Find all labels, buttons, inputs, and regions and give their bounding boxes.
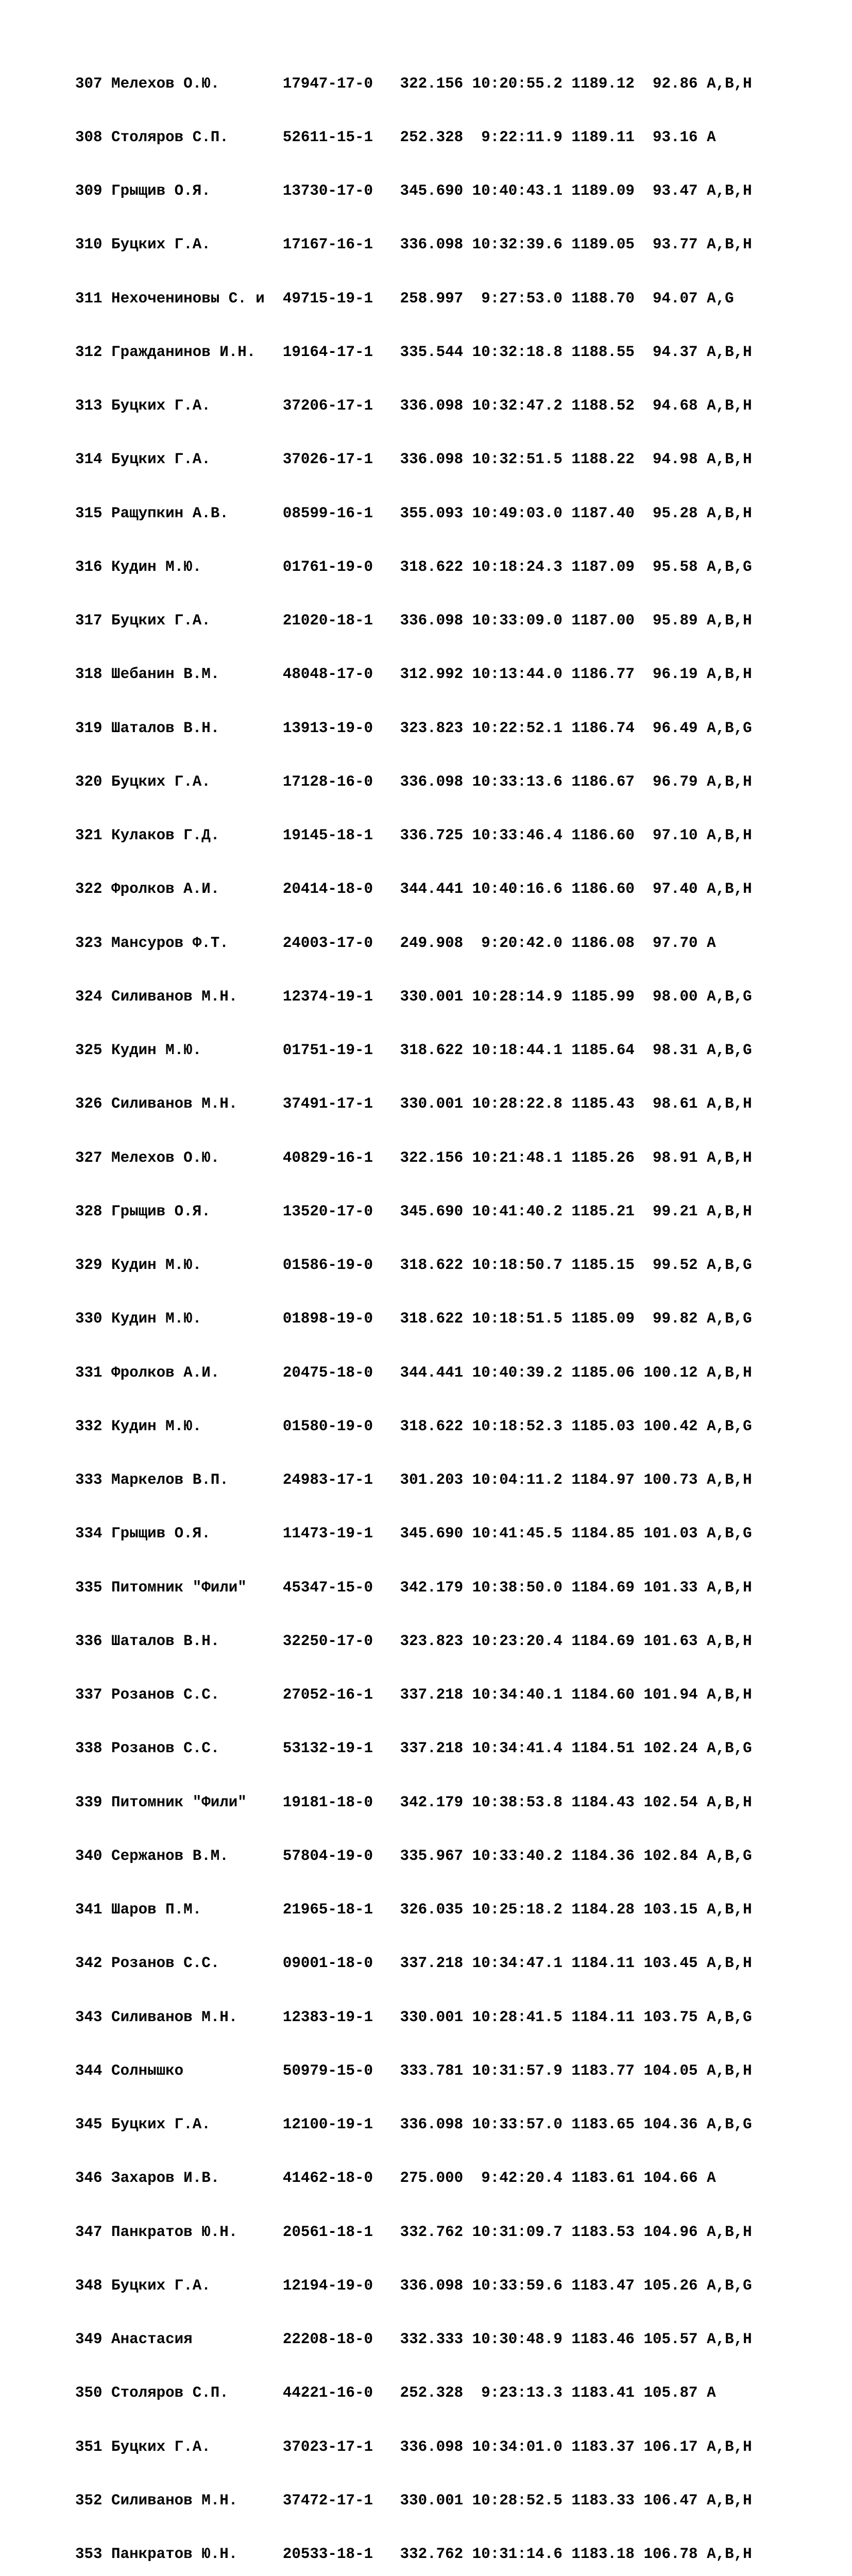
table-row: 316 Кудин М.Ю. 01761-19-0 318.622 10:18:24.3 1187.09 95.58 A,B,G	[75, 558, 752, 575]
table-row: 318 Шебанин В.М. 48048-17-0 312.992 10:13:44.0 1186.77 96.19 A,B,H	[75, 666, 752, 683]
table-row: 312 Гражданинов И.Н. 19164-17-1 335.544 10:32:18.8 1188.55 94.37 A,B,H	[75, 343, 752, 361]
table-row: 342 Розанов С.С. 09001-18-0 337.218 10:34:47.1 1184.11 103.45 A,B,H	[75, 1955, 752, 1972]
table-row: 329 Кудин М.Ю. 01586-19-0 318.622 10:18:50.7 1185.15 99.52 A,B,G	[75, 1257, 752, 1274]
table-row: 320 Буцких Г.А. 17128-16-0 336.098 10:33:13.6 1186.67 96.79 A,B,H	[75, 773, 752, 790]
table-row: 331 Фролков А.И. 20475-18-0 344.441 10:40:39.2 1185.06 100.12 A,B,H	[75, 1364, 752, 1381]
table-row: 337 Розанов С.С. 27052-16-1 337.218 10:34:40.1 1184.60 101.94 A,B,H	[75, 1686, 752, 1703]
table-row: 313 Буцких Г.А. 37206-17-1 336.098 10:32:47.2 1188.52 94.68 A,B,H	[75, 397, 752, 414]
table-row: 330 Кудин М.Ю. 01898-19-0 318.622 10:18:51.5 1185.09 99.82 A,B,G	[75, 1310, 752, 1328]
table-row: 314 Буцких Г.А. 37026-17-1 336.098 10:32:51.5 1188.22 94.98 A,B,H	[75, 451, 752, 468]
table-row: 344 Солнышко 50979-15-0 333.781 10:31:57.9 1183.77 104.05 A,B,H	[75, 2062, 752, 2079]
table-row: 353 Панкратов Ю.Н. 20533-18-1 332.762 10:31:14.6 1183.18 106.78 A,B,H	[75, 2546, 752, 2563]
table-row: 339 Питомник "Фили" 19181-18-0 342.179 10:38:53.8 1184.43 102.54 A,B,H	[75, 1793, 752, 1811]
table-row: 322 Фролков А.И. 20414-18-0 344.441 10:40:16.6 1186.60 97.40 A,B,H	[75, 880, 752, 898]
table-row: 349 Анастасия 22208-18-0 332.333 10:30:48.9 1183.46 105.57 A,B,H	[75, 2331, 752, 2348]
table-row: 328 Грыщив О.Я. 13520-17-0 345.690 10:41:40.2 1185.21 99.21 A,B,H	[75, 1202, 752, 1220]
table-row: 309 Грыщив О.Я. 13730-17-0 345.690 10:40:43.1 1189.09 93.47 A,B,H	[75, 182, 752, 199]
table-row: 350 Столяров С.П. 44221-16-0 252.328 9:23:13.3 1183.41 105.87 A	[75, 2384, 716, 2402]
table-row: 346 Захаров И.В. 41462-18-0 275.000 9:42:20.4 1183.61 104.66 A	[75, 2170, 716, 2187]
table-row: 338 Розанов С.С. 53132-19-1 337.218 10:34:41.4 1184.51 102.24 A,B,G	[75, 1740, 752, 1757]
table-row: 317 Буцких Г.А. 21020-18-1 336.098 10:33:09.0 1187.00 95.89 A,B,H	[75, 612, 752, 629]
table-row: 310 Буцких Г.А. 17167-16-1 336.098 10:32:39.6 1189.05 93.77 A,B,H	[75, 236, 752, 253]
table-row: 307 Мелехов О.Ю. 17947-17-0 322.156 10:20:55.2 1189.12 92.86 A,B,H	[75, 75, 752, 92]
table-row: 345 Буцких Г.А. 12100-19-1 336.098 10:33:57.0 1183.65 104.36 A,B,G	[75, 2116, 752, 2133]
table-row: 343 Силиванов М.Н. 12383-19-1 330.001 10:28:41.5 1184.11 103.75 A,B,G	[75, 2008, 752, 2026]
results-table	[75, 39, 752, 2576]
table-row: 347 Панкратов Ю.Н. 20561-18-1 332.762 10:31:09.7 1183.53 104.96 A,B,H	[75, 2223, 752, 2241]
table-row: 352 Силиванов М.Н. 37472-17-1 330.001 10:28:52.5 1183.33 106.47 A,B,H	[75, 2492, 752, 2509]
table-row: 335 Питомник "Фили" 45347-15-0 342.179 10:38:50.0 1184.69 101.33 A,B,H	[75, 1579, 752, 1596]
table-row: 341 Шаров П.М. 21965-18-1 326.035 10:25:18.2 1184.28 103.15 A,B,H	[75, 1901, 752, 1918]
table-row: 332 Кудин М.Ю. 01580-19-0 318.622 10:18:52.3 1185.03 100.42 A,B,G	[75, 1417, 752, 1435]
table-row: 340 Сержанов В.М. 57804-19-0 335.967 10:33:40.2 1184.36 102.84 A,B,G	[75, 1847, 752, 1865]
table-row: 348 Буцких Г.А. 12194-19-0 336.098 10:33:59.6 1183.47 105.26 A,B,G	[75, 2277, 752, 2294]
table-row: 326 Силиванов М.Н. 37491-17-1 330.001 10:28:22.8 1185.43 98.61 A,B,H	[75, 1095, 752, 1113]
table-row: 351 Буцких Г.А. 37023-17-1 336.098 10:34:01.0 1183.37 106.17 A,B,H	[75, 2438, 752, 2455]
table-row: 334 Грыщив О.Я. 11473-19-1 345.690 10:41:45.5 1184.85 101.03 A,B,G	[75, 1525, 752, 1543]
table-row: 321 Кулаков Г.Д. 19145-18-1 336.725 10:33:46.4 1186.60 97.10 A,B,H	[75, 827, 752, 844]
table-row: 336 Шаталов В.Н. 32250-17-0 323.823 10:23:20.4 1184.69 101.63 A,B,H	[75, 1632, 752, 1650]
table-row: 324 Силиванов М.Н. 12374-19-1 330.001 10:28:14.9 1185.99 98.00 A,B,G	[75, 988, 752, 1005]
table-row: 319 Шаталов В.Н. 13913-19-0 323.823 10:22:52.1 1186.74 96.49 A,B,G	[75, 719, 752, 737]
table-row: 315 Ращупкин А.В. 08599-16-1 355.093 10:49:03.0 1187.40 95.28 A,B,H	[75, 504, 752, 522]
table-row: 333 Маркелов В.П. 24983-17-1 301.203 10:04:11.2 1184.97 100.73 A,B,H	[75, 1471, 752, 1488]
table-row: 308 Столяров С.П. 52611-15-1 252.328 9:22:11.9 1189.11 93.16 A	[75, 128, 716, 146]
table-row: 323 Мансуров Ф.Т. 24003-17-0 249.908 9:20:42.0 1186.08 97.70 A	[75, 934, 716, 952]
table-row: 327 Мелехов О.Ю. 40829-16-1 322.156 10:21:48.1 1185.26 98.91 A,B,H	[75, 1149, 752, 1166]
table-row: 311 Нехочениновы С. и 49715-19-1 258.997 9:27:53.0 1188.70 94.07 A,G	[75, 290, 734, 307]
table-row: 325 Кудин М.Ю. 01751-19-1 318.622 10:18:44.1 1185.64 98.31 A,B,G	[75, 1042, 752, 1059]
